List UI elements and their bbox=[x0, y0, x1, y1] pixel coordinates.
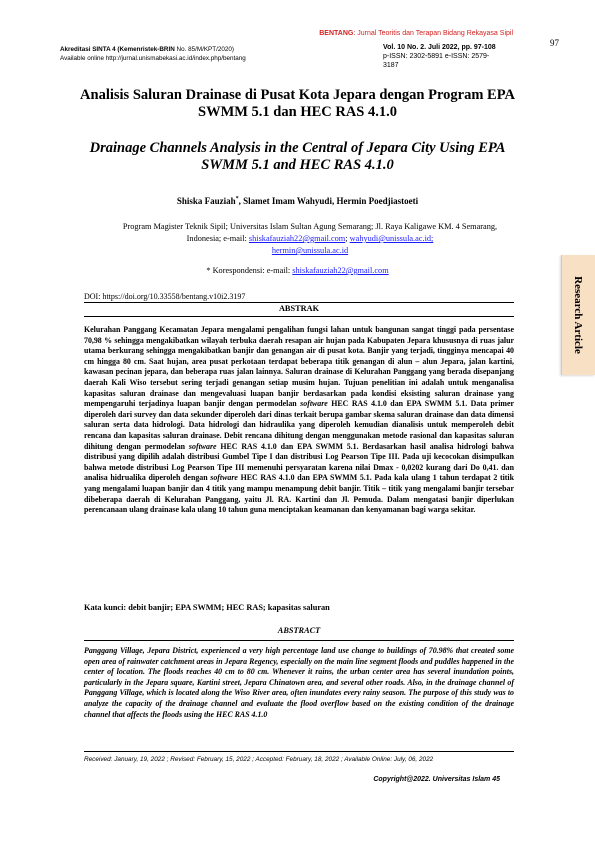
journal-header bbox=[319, 30, 513, 37]
correspondence-label: * Korespondensi: e-mail: bbox=[206, 266, 293, 275]
online-availability: Available online http://jurnal.unismabekasi.ac.id/index.php/bentang bbox=[60, 55, 246, 62]
correspondence bbox=[80, 266, 515, 275]
accreditation-line bbox=[60, 45, 246, 54]
author-others: , Slamet Imam Wahyudi, Hermin Poedjiastoeti bbox=[238, 196, 419, 206]
keywords: Kata kunci: debit banjir; EPA SWMM; HEC RAS; kapasitas saluran bbox=[84, 603, 330, 612]
software-term-3: software bbox=[210, 473, 238, 483]
correspondence-email-link[interactable]: shiskafauziah22@gmail.com bbox=[292, 266, 389, 275]
page-number: 97 bbox=[550, 38, 559, 48]
abstrak-part-2: HEC RAS 4.1.0 dan EPA SWMM 5.1. Data primer diperoleh dari survey dan data sekunder diperoleh dari dinas terkait berupa gambar skema saluran drainase dan data dimensi saluran serta data hidrologi. Data hidrologi dan hidraulika yang diperoleh kemudian dianalisis untuk memperoleh debit rencana dan kapasitas saluran drainase. Debit rencana dihitung dengan menggunakan metode rasional dan kapasitas saluran dihitung dengan permodelan bbox=[84, 399, 514, 451]
divider-top bbox=[84, 302, 514, 303]
affiliation bbox=[105, 221, 515, 257]
journal-name: : Jurnal Teoritis dan Terapan Bidang Rekayasa Sipil bbox=[353, 30, 513, 37]
divider-abstrak bbox=[84, 316, 514, 317]
title-indonesian: Analisis Saluran Drainase di Pusat Kota Jepara dengan Program EPA SWMM 5.1 dan HEC RAS 4.1.0 bbox=[80, 87, 515, 120]
abstract-body: Panggang Village, Jepara District, experienced a very high percentage land use change to buildings of 70.98% that created some open area of rainwater catchment areas in Jepara Regency, especially on the main line segment floods and puddles happened in the center of location. The floods reaches 40 cm to 80 cm. Whenever it rains, the urban center area has several inundation points, particularly in the Jepara square, Kartini street, Jepara Chinatown area, and several other roads. Also, in the drainage channel of Panggang Village, which is located along the Wiso River area, often inundates every rainy season. The purpose of this study was to analyze the capacity of the drainage channel and evaluate the flood overflow based on the existing condition of the drainage channel that affects the floods using the HEC RAS 4.1.0 bbox=[84, 646, 514, 719]
software-term-2: software bbox=[188, 441, 217, 451]
submission-dates: Received: January, 19, 2022 ; Revised: February, 15, 2022 ; Accepted: February, 18, 2022 ; Available Online: July, 06, 2022 bbox=[84, 756, 434, 763]
accreditation-rest: No. 85/M/KPT/2020) bbox=[174, 46, 234, 53]
abstrak-heading: ABSTRAK bbox=[278, 304, 320, 313]
email-separator: ; bbox=[345, 234, 350, 243]
volume-line: Vol. 10 No. 2. Juli 2022, pp. 97-108 bbox=[383, 44, 496, 51]
abstrak-part-3: HEC RAS 4.1.0 dan EPA SWMM 5.1. Berdasarkan hasil analisa hidrologi bahwa distribusi yang dipilih adalah distribusi Gumbel Tipe I dan distribusi Log Pearson Tipe III. Pada uji kecocokan disimpulkan bahwa metode distribusi Log Pearson Tipe III memenuhi persyaratan karena nilai Dmax - 0,0202 kurang dari Do 0,41. dan analisa hidrualika diperoleh dengan bbox=[84, 441, 514, 483]
accreditation-bold: Akreditasi SINTA 4 (Kemenristek-BRIN bbox=[60, 46, 175, 53]
journal-meta bbox=[383, 43, 503, 70]
email-link-2[interactable]: wahyudi@unissula.ac.id; bbox=[349, 234, 434, 243]
software-term-1: software bbox=[300, 399, 328, 409]
abstrak-body bbox=[84, 325, 514, 516]
copyright: Copyright@2022. Universitas Islam 45 bbox=[373, 776, 500, 783]
title-english: Drainage Channels Analysis in the Central of Jepara City Using EPA SWMM 5.1 and HEC RAS 4.1.0 bbox=[89, 140, 506, 173]
issn-line: p-ISSN: 2302-5891 e-ISSN: 2579-3187 bbox=[383, 53, 490, 69]
research-article-label: Research Article bbox=[572, 276, 584, 354]
email-link-1[interactable]: shiskafauziah22@gmail.com bbox=[248, 234, 346, 243]
corresponding-star: * bbox=[235, 196, 239, 202]
abstrak-part-4: HEC RAS 4.1.0 dan EPA SWMM 5.1. Pada kala ulang 1 tahun terdapat 2 titik yang mengalami luapan banjir dan 4 titik yang mampu menampung debit banjir. Titik – titik yang mengalami banjir tersebar dibeberapa daerah di Kelurahan Panggang, yaitu Jl. RA. Kartini dan Jl. Pemuda. Dalam mengatasi banjir diperlukan perencanaan ulang drainase kala ulang 10 tahun guna menciptakan keamanan dan kenyamanan bagi warga sekitar. bbox=[84, 473, 515, 515]
email-link-3[interactable]: hermin@unissula.ac.id bbox=[271, 246, 349, 255]
research-article-tab bbox=[561, 255, 595, 375]
abstrak-part-1: Kelurahan Panggang Kecamatan Jepara mengalami pengalihan fungsi lahan untuk bangunan sangat tinggi pada persentase 70,98 % sehingga mengakibatkan wilayah terbuka daerah resapan air hujan pada Kabupaten Jepara khususnya di ruas jalur utama berkurang sehingga mengakibatkan banjir dan genangan air di pusat kota. Banjir yang terjadi, tingginya mencapai 40 cm hingga 80 cm. Saat hujan, area pusat perkotaan terdapat beberapa titik genangan di alun – alun Jepara, jalan kartini, kawasan pecinan jepara, dan beberapa ruas jalan lainnya. Saluran drainase di Kelurahan Panggang yang berada disepanjang daerah Kali Wiso tersebut sering terjadi genangan setiap musim hujan. Tujuan penelitian ini adalah untuk menganalisa kapasitas saluran drainase dan mengevaluasi luapan banjir berdasarkan pada kondisi eksisting saluran drainase yang mempengaruhi terjadinya luapan banjir dengan permodelan bbox=[84, 325, 514, 409]
journal-brand: BENTANG bbox=[319, 30, 354, 37]
author-primary: Shiska Fauziah bbox=[176, 196, 236, 206]
divider-abstract bbox=[84, 640, 514, 641]
doi-line: DOI: https://doi.org/10.33558/bentang.v10i2.3197 bbox=[84, 292, 246, 301]
author-list bbox=[80, 196, 515, 206]
affiliation-text: Program Magister Teknik Sipil; Universitas Islam Sultan Agung Semarang; Jl. Raya Kaligawe KM. 4 Semarang, Indonesia; e-mail: bbox=[122, 222, 498, 243]
divider-bottom bbox=[84, 751, 514, 752]
abstract-heading: ABSTRACT bbox=[277, 626, 321, 635]
accreditation-block bbox=[60, 45, 246, 63]
